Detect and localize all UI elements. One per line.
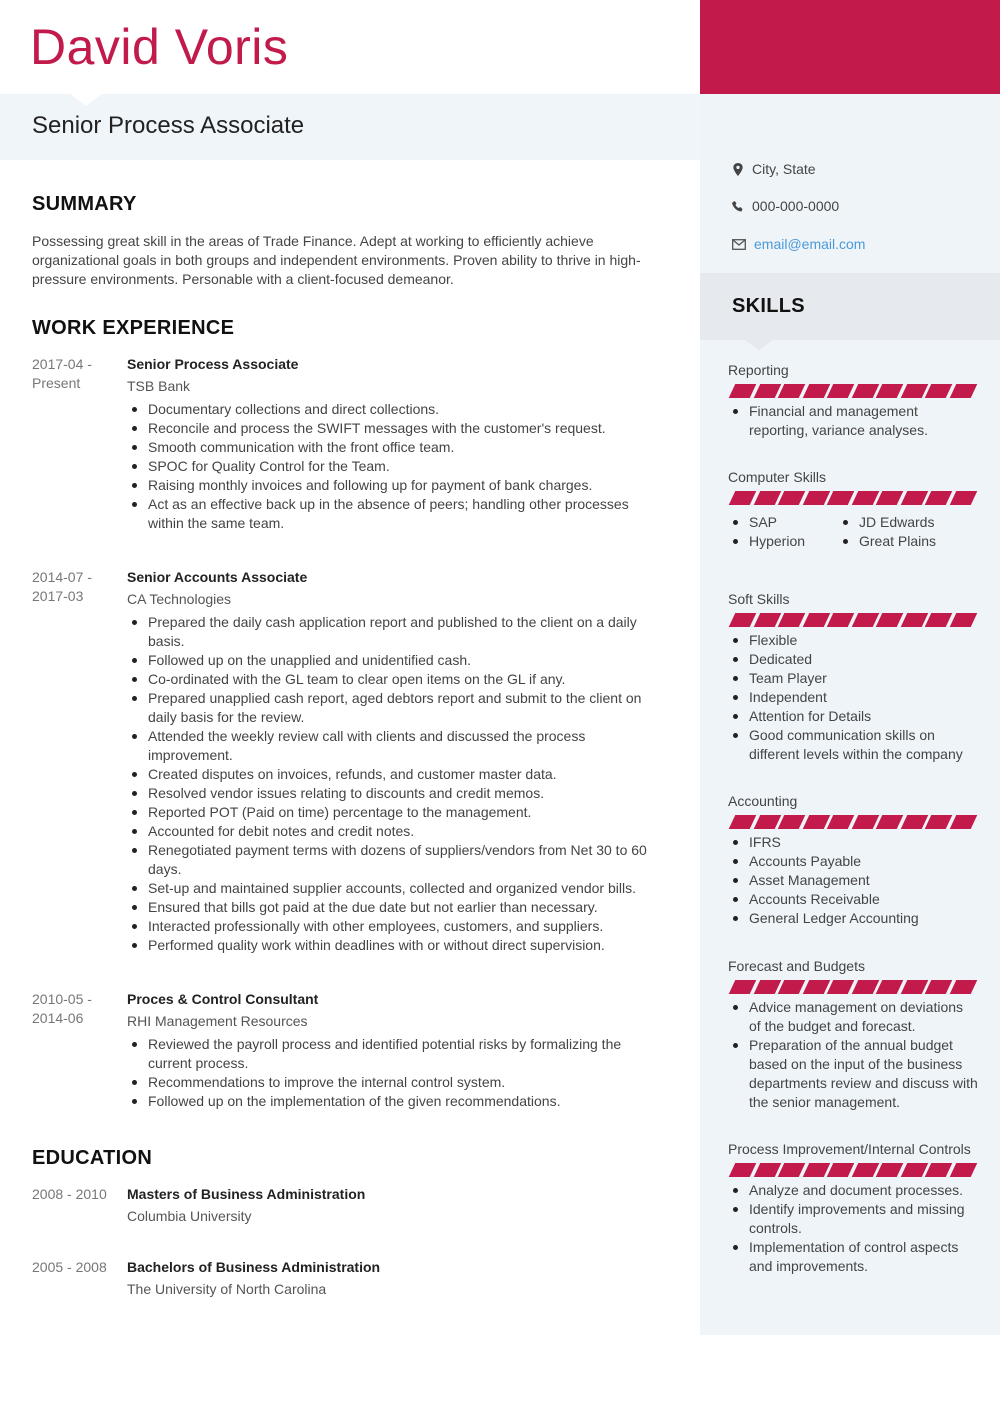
skills-heading: SKILLS [732, 295, 805, 317]
skill-group [728, 590, 978, 764]
education-date: 2005 - 2008 [32, 1259, 107, 1275]
skill-level-segment [753, 491, 780, 505]
work-heading: WORK EXPERIENCE [32, 317, 235, 339]
education-degree: Masters of Business Administration [127, 1186, 366, 1202]
education-content [127, 1185, 667, 1226]
skill-level-segment [753, 1163, 780, 1177]
header-accent-block [700, 0, 1000, 94]
skill-level-segment [876, 613, 903, 627]
skill-item: Advice management on deviations of the budget and forecast. [728, 998, 978, 1036]
skill-group [728, 792, 978, 928]
bullet-item: Followed up on the unapplied and unidentified cash. [127, 651, 667, 670]
skill-level-segment [925, 1163, 952, 1177]
skill-level-segment [851, 491, 878, 505]
skill-level-segment [827, 384, 854, 398]
job-bullets [127, 1035, 667, 1111]
skill-level-segment [925, 980, 952, 994]
bullet-item: Created disputes on invoices, refunds, and customer master data. [127, 765, 667, 784]
skill-item: Great Plains [838, 532, 948, 551]
skill-level-bar [732, 980, 978, 994]
skill-level-segment [802, 1163, 829, 1177]
skill-list [728, 402, 978, 440]
skill-level-bar [732, 384, 978, 398]
skill-level-segment [876, 384, 903, 398]
bullet-item: Interacted professionally with other employees, customers, and suppliers. [127, 917, 667, 936]
skill-level-segment [753, 613, 780, 627]
phone-text: 000-000-0000 [752, 198, 840, 214]
skill-level-segment [729, 384, 756, 398]
job-content [127, 990, 667, 1111]
job-date: 2017-04 - Present [32, 356, 92, 391]
bullet-item: Attended the weekly review call with clients and discussed the process improvement. [127, 727, 667, 765]
skill-level-segment [851, 815, 878, 829]
skill-level-segment [925, 384, 952, 398]
skill-name: Process Improvement/Internal Controls [728, 1141, 971, 1157]
skill-level-bar [732, 1163, 978, 1177]
skill-columns [728, 509, 978, 551]
skill-level-segment [802, 384, 829, 398]
skill-level-segment [900, 613, 927, 627]
bullet-item: Accounted for debit notes and credit notes. [127, 822, 667, 841]
skill-group [728, 468, 978, 551]
skill-level-segment [753, 815, 780, 829]
bullet-item: SPOC for Quality Control for the Team. [127, 457, 667, 476]
skill-list [728, 631, 978, 764]
title-band [0, 94, 700, 160]
education-school: The University of North Carolina [127, 1281, 327, 1297]
bullet-item: Renegotiated payment terms with dozens of suppliers/vendors from Net 30 to 60 days. [127, 841, 667, 879]
skill-list [838, 513, 948, 551]
bullet-item: Reconcile and process the SWIFT messages with the customer's request. [127, 419, 667, 438]
skill-name: Reporting [728, 362, 789, 378]
skill-level-segment [778, 1163, 805, 1177]
skill-level-segment [949, 613, 976, 627]
skill-group [728, 957, 978, 1112]
skill-level-segment [876, 1163, 903, 1177]
skill-level-segment [900, 491, 927, 505]
job-bullets [127, 613, 667, 955]
skill-level-segment [900, 1163, 927, 1177]
skill-list [728, 513, 838, 551]
job-title: Senior Process Associate [32, 112, 305, 139]
skill-level-segment [827, 491, 854, 505]
skill-name: Soft Skills [728, 591, 790, 607]
skill-level-segment [949, 815, 976, 829]
bullet-item: Prepared the daily cash application report and published to the client on a daily basis. [127, 613, 667, 651]
skill-name: Forecast and Budgets [728, 958, 865, 974]
skill-item: JD Edwards [838, 513, 948, 532]
skill-group [728, 1140, 978, 1276]
bullet-item: Recommendations to improve the internal control system. [127, 1073, 667, 1092]
skill-level-segment [802, 815, 829, 829]
bullet-item: Raising monthly invoices and following up for payment of bank charges. [127, 476, 667, 495]
skill-item: Good communication skills on different levels within the company [728, 726, 978, 764]
location-text: City, State [752, 161, 816, 177]
email-link[interactable]: email@email.com [754, 236, 866, 252]
skill-level-bar [732, 815, 978, 829]
skill-level-segment [925, 613, 952, 627]
skill-level-segment [802, 613, 829, 627]
skill-level-segment [925, 815, 952, 829]
skill-level-segment [827, 613, 854, 627]
summary-text: Possessing great skill in the areas of Trade Finance. Adept at working to efficiently achieve organizational goals in both groups and independent environments. Proven ability to thrive in high-pressure environments. Personable with a client-focused demeanor. [32, 233, 641, 287]
skill-level-segment [802, 980, 829, 994]
summary-heading: SUMMARY [32, 193, 137, 215]
skill-item: Team Player [728, 669, 978, 688]
skill-level-segment [900, 815, 927, 829]
job-role: Senior Accounts Associate [127, 569, 308, 585]
skill-item: Hyperion [728, 532, 838, 551]
skill-level-segment [729, 613, 756, 627]
bullet-item: Set-up and maintained supplier accounts, collected and organized vendor bills. [127, 879, 667, 898]
skill-item: Preparation of the annual budget based on the input of the business departments review and discuss with the senior management. [728, 1036, 978, 1112]
skill-item: Accounts Payable [728, 852, 978, 871]
skill-level-segment [778, 491, 805, 505]
skill-level-segment [949, 1163, 976, 1177]
skills-header [700, 273, 1000, 340]
skill-list [728, 998, 978, 1112]
phone-icon [732, 200, 744, 213]
skill-list [728, 1181, 978, 1276]
skill-level-segment [729, 815, 756, 829]
job-company: CA Technologies [127, 591, 232, 607]
skill-level-segment [851, 384, 878, 398]
skill-group [728, 361, 978, 440]
job-date: 2010-05 - 2014-06 [32, 991, 92, 1026]
skill-name: Computer Skills [728, 469, 827, 485]
skill-level-segment [753, 384, 780, 398]
skill-level-bar [732, 491, 978, 505]
bullet-item: Documentary collections and direct collections. [127, 400, 667, 419]
job-company: TSB Bank [127, 378, 191, 394]
candidate-name: David Voris [30, 19, 289, 75]
skill-level-segment [729, 491, 756, 505]
job-role: Senior Process Associate [127, 356, 299, 372]
skill-level-segment [827, 1163, 854, 1177]
skill-level-segment [949, 491, 976, 505]
skill-level-segment [876, 491, 903, 505]
bullet-item: Followed up on the implementation of the given recommendations. [127, 1092, 667, 1111]
bullet-item: Ensured that bills got paid at the due date but not earlier than necessary. [127, 898, 667, 917]
bullet-item: Smooth communication with the front office team. [127, 438, 667, 457]
bullet-item: Co-ordinated with the GL team to clear open items on the GL if any. [127, 670, 667, 689]
skill-item: Analyze and document processes. [728, 1181, 978, 1200]
skill-level-segment [851, 613, 878, 627]
skill-level-bar [732, 613, 978, 627]
contact-phone [732, 198, 839, 214]
envelope-icon [732, 238, 746, 251]
bullet-item: Reviewed the payroll process and identified potential risks by formalizing the current process. [127, 1035, 667, 1073]
job-role: Proces & Control Consultant [127, 991, 319, 1007]
job-content [127, 568, 667, 955]
education-degree: Bachelors of Business Administration [127, 1259, 381, 1275]
job-date: 2014-07 - 2017-03 [32, 569, 92, 604]
skill-level-segment [925, 491, 952, 505]
bullet-item: Resolved vendor issues relating to discounts and credit memos. [127, 784, 667, 803]
skill-level-segment [949, 384, 976, 398]
skill-level-segment [778, 980, 805, 994]
bullet-item: Prepared unapplied cash report, aged debtors report and submit to the client on daily basis for the review. [127, 689, 667, 727]
skill-item: IFRS [728, 833, 978, 852]
education-heading: EDUCATION [32, 1147, 153, 1169]
job-company: RHI Management Resources [127, 1013, 308, 1029]
skill-level-segment [876, 815, 903, 829]
skill-item: Financial and management reporting, variance analyses. [728, 402, 978, 440]
skill-item: SAP [728, 513, 838, 532]
skill-item: Asset Management [728, 871, 978, 890]
skill-item: Attention for Details [728, 707, 978, 726]
education-school: Columbia University [127, 1208, 252, 1224]
bullet-item: Reported POT (Paid on time) percentage to the management. [127, 803, 667, 822]
skill-level-segment [827, 815, 854, 829]
skill-level-segment [851, 1163, 878, 1177]
skill-level-segment [729, 980, 756, 994]
skill-list [728, 833, 978, 928]
skill-level-segment [851, 980, 878, 994]
skill-item: Implementation of control aspects and improvements. [728, 1238, 978, 1276]
job-bullets [127, 400, 667, 533]
skill-level-segment [753, 980, 780, 994]
contact-location [732, 161, 816, 177]
contact-email[interactable] [732, 236, 865, 252]
skill-name: Accounting [728, 793, 798, 809]
skill-item: Flexible [728, 631, 978, 650]
skill-level-segment [778, 815, 805, 829]
bullet-item: Performed quality work within deadlines with or without direct supervision. [127, 936, 667, 955]
skill-level-segment [876, 980, 903, 994]
education-date: 2008 - 2010 [32, 1186, 107, 1202]
skill-level-segment [900, 980, 927, 994]
skill-item: Independent [728, 688, 978, 707]
skill-item: Identify improvements and missing controls. [728, 1200, 978, 1238]
skill-item: Dedicated [728, 650, 978, 669]
skill-item: General Ledger Accounting [728, 909, 978, 928]
skill-level-segment [900, 384, 927, 398]
skill-level-segment [778, 384, 805, 398]
bullet-item: Act as an effective back up in the absence of peers; handling other processes within the same team. [127, 495, 667, 533]
location-pin-icon [732, 163, 744, 176]
skill-level-segment [778, 613, 805, 627]
skill-level-segment [802, 491, 829, 505]
skill-level-segment [827, 980, 854, 994]
skill-item: Accounts Receivable [728, 890, 978, 909]
skill-level-segment [729, 1163, 756, 1177]
education-content [127, 1258, 667, 1299]
job-content [127, 355, 667, 533]
skill-level-segment [949, 980, 976, 994]
